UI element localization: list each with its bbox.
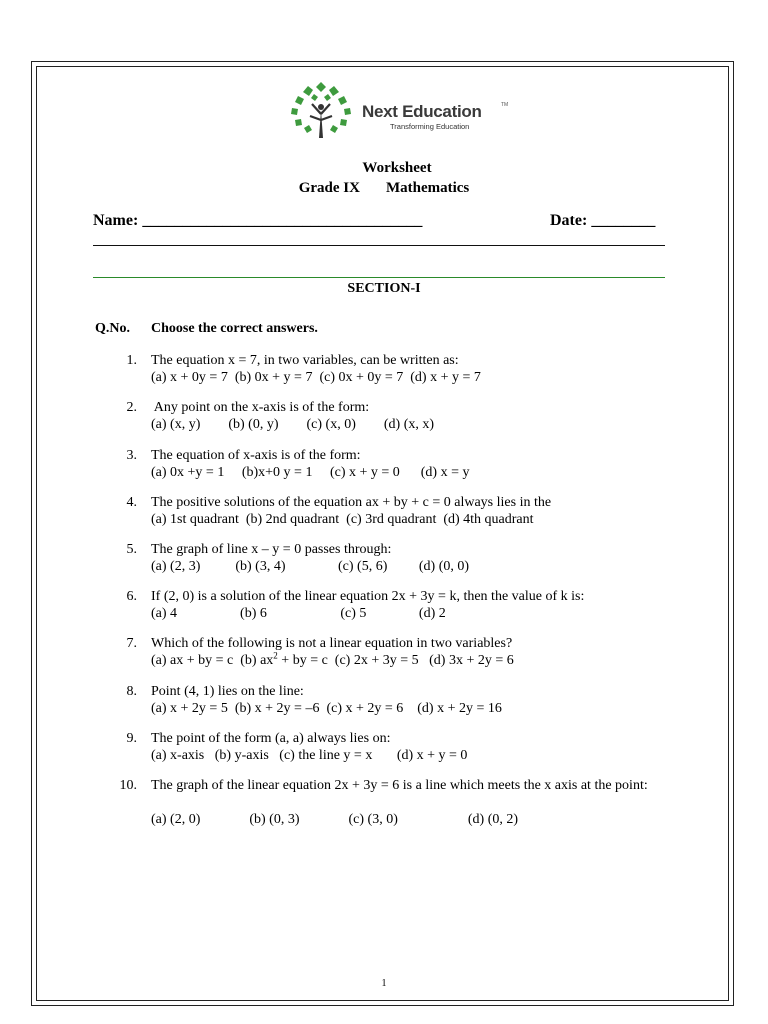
options-part: + by = c (c) 2x + 3y = 5 (d) 3x + 2y = 6 — [277, 653, 514, 668]
question-number: 8. — [126, 684, 137, 699]
question-number: 10. — [119, 778, 137, 793]
question-text: The point of the form (a, a) always lies on: — [151, 731, 391, 746]
brand-tagline: Transforming Education — [390, 122, 470, 131]
question-number: 6. — [126, 589, 137, 604]
tree-icon — [286, 80, 356, 140]
question-options: (a) x + 0y = 7 (b) 0x + y = 7 (c) 0x + 0y = 7 (d) x + y = 7 — [151, 370, 481, 385]
divider-rule — [93, 277, 665, 278]
instruction-text: Choose the correct answers. — [151, 321, 318, 336]
date-field: Date: ________ — [550, 212, 656, 229]
exponent: 2 — [273, 650, 278, 661]
question-options: (a) 1st quadrant (b) 2nd quadrant (c) 3rd quadrant (d) 4th quadrant — [151, 512, 534, 527]
question-number: 5. — [126, 542, 137, 557]
question-text: The equation of x-axis is of the form: — [151, 448, 361, 463]
blank-rule — [93, 245, 665, 246]
question-text: Point (4, 1) lies on the line: — [151, 684, 304, 699]
section-heading: SECTION-I — [347, 281, 421, 296]
question-number: 3. — [126, 448, 137, 463]
question-number: 9. — [126, 731, 137, 746]
page-number: 1 — [381, 978, 387, 989]
page-border-inner — [36, 66, 729, 1001]
question-options — [151, 652, 514, 669]
question-options: (a) (x, y) (b) (0, y) (c) (x, 0) (d) (x, x) — [151, 417, 435, 432]
next-education-logo — [286, 80, 516, 140]
question-options: (a) x-axis (b) y-axis (c) the line y = x (d) x + y = 0 — [151, 748, 468, 763]
brand-name: Next Education — [362, 102, 482, 121]
question-number: 2. — [126, 400, 137, 415]
question-number: 7. — [126, 636, 137, 651]
options-part: (a) ax + by = c (b) ax — [151, 653, 274, 668]
question-options: (a) (2, 0) (b) (0, 3) (c) (3, 0) (d) (0, 2) — [151, 812, 519, 827]
question-options: (a) 4 (b) 6 (c) 5 (d) 2 — [151, 606, 446, 621]
subject-label: Mathematics — [385, 180, 470, 196]
question-options: (a) 0x +y = 1 (b)x+0 y = 1 (c) x + y = 0 (d) x = y — [151, 465, 470, 480]
question-text: The graph of line x – y = 0 passes through: — [151, 542, 392, 557]
question-number: 1. — [126, 353, 137, 368]
question-text: Which of the following is not a linear equation in two variables? — [151, 636, 513, 651]
worksheet-title: Worksheet — [362, 160, 432, 176]
name-field: Name: ___________________________________ — [93, 212, 423, 229]
trademark-mark: TM — [501, 102, 509, 108]
question-text: Any point on the x-axis is of the form: — [151, 400, 370, 415]
question-options: (a) x + 2y = 5 (b) x + 2y = –6 (c) x + 2y = 6 (d) x + 2y = 16 — [151, 701, 502, 716]
question-number: 4. — [126, 495, 137, 510]
question-text: The equation x = 7, in two variables, can be written as: — [151, 353, 459, 368]
question-text: The graph of the linear equation 2x + 3y = 6 is a line which meets the x axis at the point: — [151, 778, 648, 793]
question-text: If (2, 0) is a solution of the linear equation 2x + 3y = k, then the value of k is: — [151, 589, 585, 604]
question-options: (a) (2, 3) (b) (3, 4) (c) (5, 6) (d) (0, 0) — [151, 559, 470, 574]
grade-label: Grade IX — [298, 180, 360, 196]
grade-subject-line — [0, 180, 768, 197]
question-text: The positive solutions of the equation ax + by + c = 0 always lies in the — [151, 495, 552, 510]
qno-label: Q.No. — [95, 321, 130, 336]
